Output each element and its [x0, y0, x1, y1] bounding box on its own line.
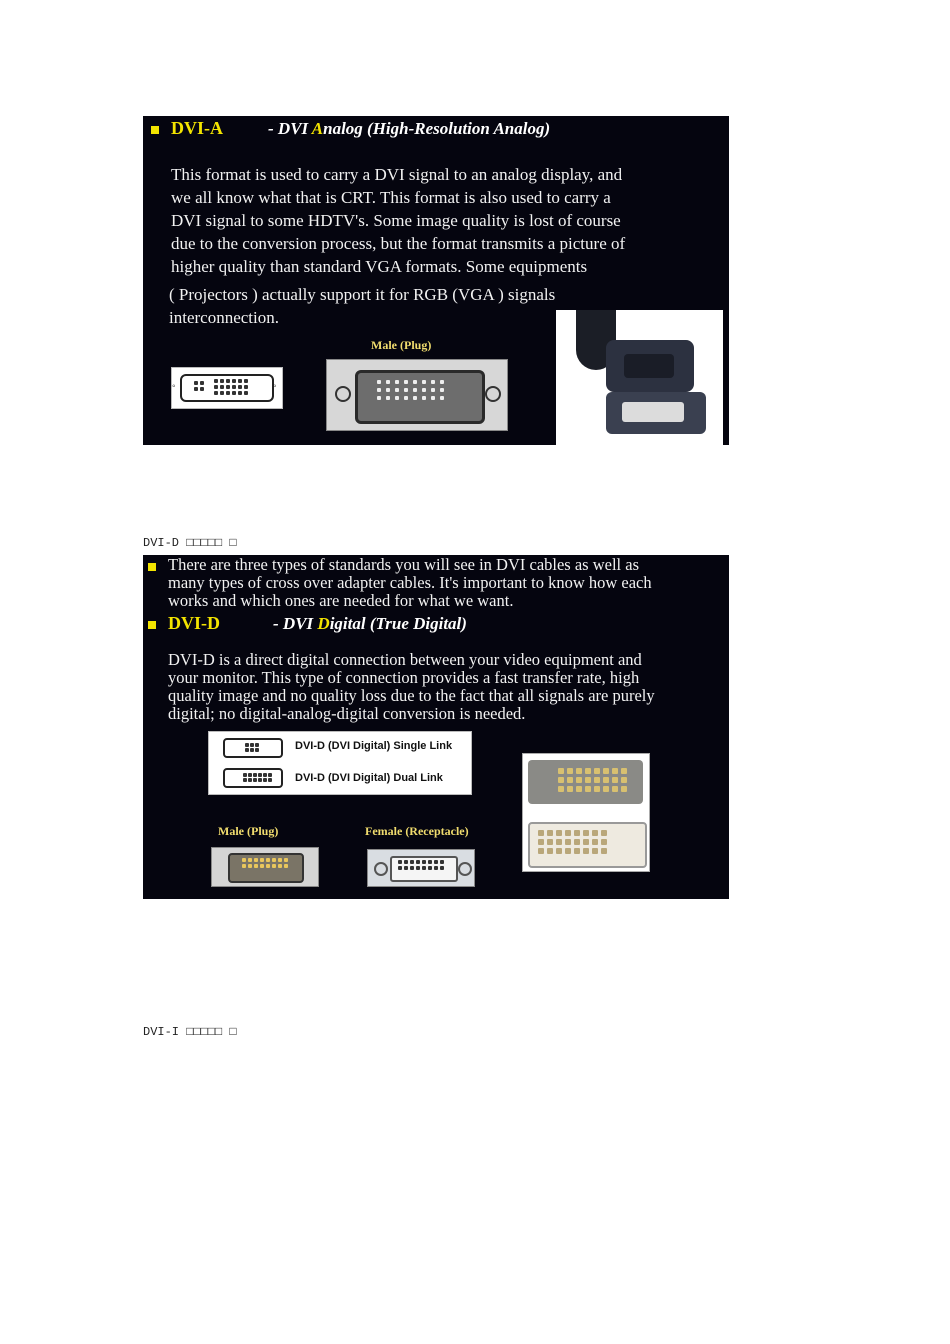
screw-icon [485, 386, 501, 402]
dual-link-connector-icon [223, 768, 283, 788]
digital-pins-icon [214, 379, 248, 395]
bullet-icon [148, 621, 156, 629]
screw-icon [335, 386, 351, 402]
dvi-d-description: DVI-D is a direct digital connection between your video equipment and your monitor. This type of connection provides a fast transfer rate, high quality image and no quality loss due to the fact that all signals are purely digital; no digital-analog-digital conversion is needed. [168, 650, 655, 723]
plug-pins-icon [377, 380, 445, 400]
male-closeup-icon [528, 760, 643, 804]
dvi-a-male-plug-photo [326, 359, 508, 431]
dvi-d-link-diagram [208, 731, 472, 795]
dvi-d-male-plug-photo [211, 847, 319, 887]
dvi-a-description-continued: ( Projectors ) actually support it for RGB (VGA ) signals interconnection. [169, 285, 556, 327]
dvi-a-image [143, 116, 729, 445]
dvi-a-subtitle: - DVI Analog (High-Resolution Analog) [268, 119, 551, 138]
female-closeup-icon [528, 822, 647, 868]
dvi-i-section-label: DVI-I □□□□□ □ [143, 1025, 237, 1039]
dual-link-label: DVI-D (DVI Digital) Dual Link [295, 772, 443, 784]
dvi-d-female-receptacle-photo [367, 849, 475, 887]
dvi-d-intro: There are three types of standards you will see in DVI cables as well as many types of cross over adapter cables. It's important to know how each works and which ones are needed for what we want. [168, 555, 652, 610]
dvi-a-connector-diagram [171, 367, 283, 409]
dvi-d-subtitle: - DVI Digital (True Digital) [273, 614, 467, 633]
dvi-d-connector-closeup-photo [522, 753, 650, 872]
dvi-d-image [143, 555, 729, 899]
dvi-a-description: This format is used to carry a DVI signal to an analog display, and we all know what that is CRT. This format is also used to carry a DVI signal to some HDTV's. Some image quality is lost of course due to the conversion process, but the format transmits a picture of higher quality than standard VGA formats. Some equipments [171, 165, 626, 276]
bullet-icon [148, 563, 156, 571]
dvi-a-male-caption: Male (Plug) [371, 338, 432, 352]
bullet-icon [151, 126, 159, 134]
screw-icon [458, 862, 472, 876]
vga-plug-icon [606, 340, 694, 392]
screw-icon [374, 862, 388, 876]
dvi-d-title: DVI-D [168, 613, 220, 633]
dvi-d-female-caption: Female (Receptacle) [365, 824, 469, 838]
mount-hole-icon: ◦ [172, 381, 176, 392]
analog-pins-icon [194, 381, 204, 391]
dvi-plug-icon [606, 392, 706, 434]
single-link-label: DVI-D (DVI Digital) Single Link [295, 740, 453, 752]
dvi-vga-cable-photo [556, 310, 723, 445]
dvi-d-section-label: DVI-D □□□□□ □ [143, 536, 237, 550]
mount-hole-icon: ◦ [273, 381, 277, 392]
dvi-d-male-caption: Male (Plug) [218, 824, 279, 838]
dvi-a-title: DVI-A [171, 118, 223, 138]
single-link-connector-icon [223, 738, 283, 758]
